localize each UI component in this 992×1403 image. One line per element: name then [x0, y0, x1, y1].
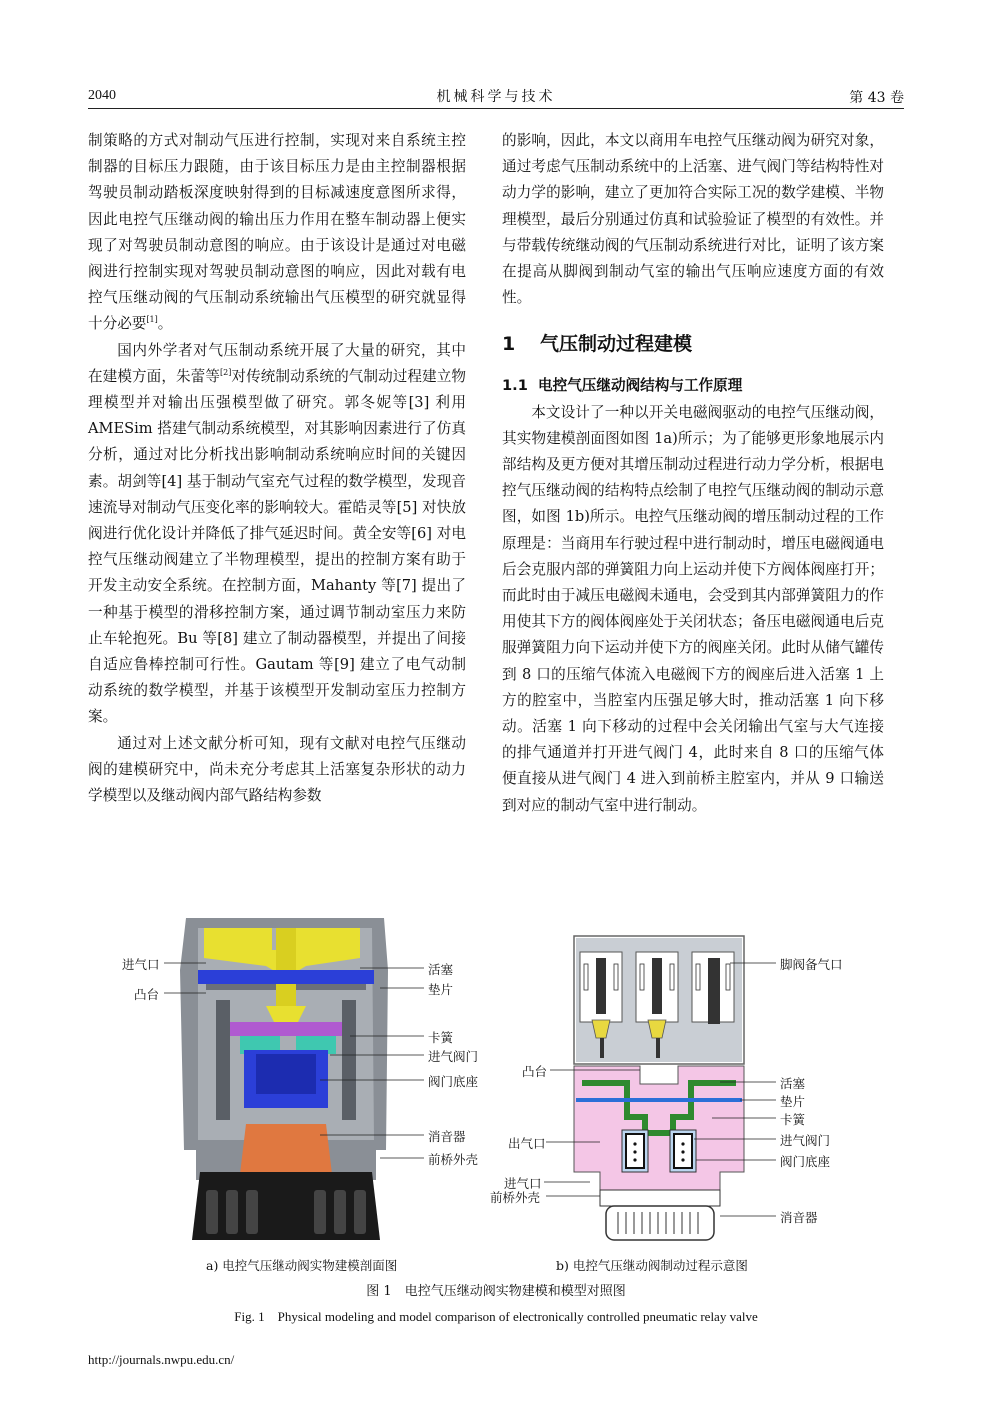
label-valve-seat-a: 阀门底座 [428, 1074, 479, 1089]
paragraph: 制策略的方式对制动气压进行控制，实现对来自系统主控制器的目标压力跟随，由于该目标压力是由主控制器根据驾驶员制动踏板深度映射得到的目标减速度意图所求得，因此电控气压继动阀的输出压力作用在整车制动器上便实现了对驾驶员制动意图的响应。由于该设计是通过对电磁阀进行控制实现对驾驶员制动意图的响应，因此对载有电控气压继动阀的气压制动系统输出气压模型的研究就显得十分必要[1]。 [88, 132, 466, 333]
citation[interactable]: [2] [220, 367, 232, 377]
label-gasket-a: 垫片 [428, 982, 454, 997]
right-column [502, 128, 884, 819]
journal-name: 机械科学与技术 [436, 89, 556, 105]
subsection-heading [502, 373, 884, 399]
footer-url[interactable]: http://journals.nwpu.edu.cn/ [88, 1352, 235, 1367]
figure-a [176, 910, 396, 1246]
label-piston-b: 活塞 [780, 1076, 806, 1091]
label-inlet-a: 进气口 [122, 957, 160, 972]
paragraph: 本文设计了一种以开关电磁阀驱动的电控气压继动阀，其实物建模剖面图如图 1a)所示；为了能够更形象地展示内部结构及更方便对其增压制动过程进行动力学分析，根据电控气压继动阀的结构特点绘制了电控气压继动阀的制动示意图，如图 1b)所示。电控气压继动阀的增压制动过程的工作原理是：当商用车行驶过程中进行制动时，增压电磁阀通电后会克服内部的弹簧阻力向上运动并使下方阀体阀座打开；而此时由于减压电磁阀未通电，会受到其内部弹簧阻力的作用使其下方的阀体阀座处于关闭状态；备压电磁阀通电后克服弹簧阻力向下运动并使下方的阀座关闭。此时从储气罐传到 8 口的压缩气体流入电磁阀下方的阀座后进入活塞 1 上方的腔室中，当腔室内压强足够大时，推动活塞 1 向下移动。活塞 1 向下移动的过程中会关闭输出气室与大气连接的排气通道并打开进气阀门 4，此时来自 8 口的压缩气体便直接从进气阀门 4 进入到前桥主腔室内，并从 9 口输送到对应的制动气室中进行制动。 [502, 403, 884, 814]
section-number: 1 [502, 333, 516, 356]
page-number: 2040 [88, 88, 116, 103]
figure-caption-cn: 图 1 电控气压继动阀实物建模和模型对照图 [366, 1284, 626, 1299]
section-heading [502, 329, 884, 359]
label-front-housing-b: 前桥外壳 [490, 1190, 541, 1205]
section-title: 气压制动过程建模 [540, 333, 693, 356]
paragraph: 通过对上述文献分析可知，现有文献对电控气压继动阀的建模研究中，尚未充分考虑其上活塞复杂形状的动力学模型以及继动阀内部气路结构参数 [88, 734, 466, 805]
label-valve-seat-b: 阀门底座 [780, 1154, 831, 1169]
label-inlet-b: 进气口 [504, 1176, 542, 1191]
label-front-housing-a: 前桥外壳 [428, 1152, 479, 1167]
figure-b-caption: b) 电控气压继动阀制动过程示意图 [556, 1258, 748, 1273]
left-column [88, 128, 466, 809]
schematic-illustration [570, 934, 750, 1246]
label-circlip-b: 卡簧 [780, 1112, 806, 1127]
citation[interactable]: [1] [146, 315, 158, 325]
label-boss-a: 凸台 [134, 987, 160, 1002]
figure-b [570, 934, 750, 1246]
label-gasket-b: 垫片 [780, 1094, 806, 1109]
running-header [88, 86, 904, 109]
subsection-title: 电控气压继动阀结构与工作原理 [538, 377, 743, 395]
figure-a-caption: a) 电控气压继动阀实物建模剖面图 [206, 1258, 398, 1273]
figure-caption-en: Fig. 1 Physical modeling and model comparison of electronically controlled pneumatic relay valve [234, 1309, 758, 1324]
label-inlet-valve-b: 进气阀门 [780, 1133, 831, 1148]
label-piston-a: 活塞 [428, 962, 454, 977]
subsection-number: 1.1 [502, 377, 528, 395]
label-foot-valve-port-b: 脚阀备气口 [780, 957, 843, 972]
paragraph: 国内外学者对气压制动系统开展了大量的研究，其中在建模方面，朱蕾等[2]对传统制动系统的气制动过程建立物理模型并对输出压强模型做了研究。郭冬妮等[3] 利用 AMESim 搭建气制动系统模型，对其影响因素进行了仿真分析，通过对比分析找出影响制动系统响应时间的关键因素。胡剑等[4] 基于制动气室充气过程的数学模型，发现音速流导对制动气压变化率的影响较大。霍皓灵等[5] 对快放阀进行优化设计并降低了排气延迟时间。黄全安等[6] 对电控气压继动阀建立了半物理模型，提出的控制方案有助于开发主动安全系统。在控制方面，Mahanty 等[7] 提出了一种基于模型的滑移控制方案，通过调节制动室压力来防止车轮抱死。Bu 等[8] 建立了制动器模型，并提出了间接自适应鲁棒控制可行性。Gautam 等[9] 建立了电气动制动系统的数学模型，并基于该模型开发制动室压力控制方案。 [88, 341, 466, 726]
label-circlip-a: 卡簧 [428, 1030, 454, 1045]
cross-section-illustration [176, 910, 396, 1246]
label-inlet-valve-a: 进气阀门 [428, 1049, 479, 1064]
label-muffler-b: 消音器 [780, 1210, 818, 1225]
volume-label: 第 43 卷 [849, 90, 904, 106]
paragraph: 的影响，因此，本文以商用车电控气压继动阀为研究对象，通过考虑气压制动系统中的上活塞、进气阀门等结构特性对动力学的影响，建立了更加符合实际工况的数学建模、半物理模型，最后分别通过仿真和试验验证了模型的有效性。并与带载传统继动阀的气压制动系统进行对比，证明了该方案在提高从脚阀到制动气室的输出气压响应速度方面的有效性。 [502, 132, 884, 307]
label-outlet-b: 出气口 [508, 1136, 546, 1151]
label-boss-b: 凸台 [522, 1064, 548, 1079]
label-muffler-a: 消音器 [428, 1129, 466, 1144]
